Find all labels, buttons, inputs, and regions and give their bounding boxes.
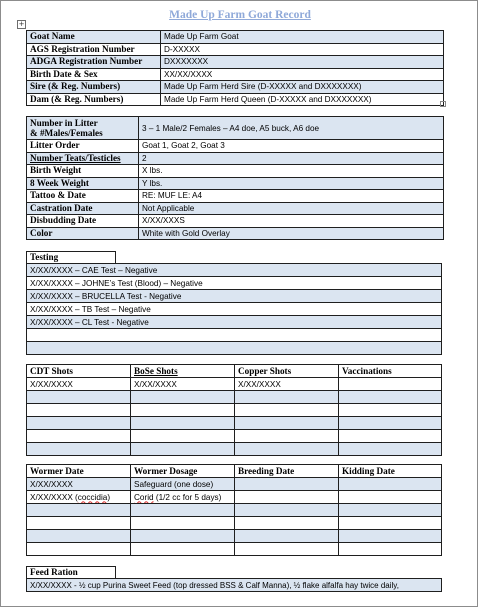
shots-cell[interactable] (235, 417, 339, 430)
shots-cell[interactable] (339, 391, 442, 404)
table-row (27, 93, 444, 106)
table-row (27, 227, 444, 240)
wormer-cell[interactable] (235, 530, 339, 543)
record-label: AGS Registration Number (27, 43, 161, 56)
wormer-header-date: Wormer Date (27, 465, 131, 478)
birth-label: Castration Date (27, 202, 139, 215)
kidding-header-date: Kidding Date (339, 465, 442, 478)
table-row (27, 443, 442, 456)
birth-label: Birth Weight (27, 165, 139, 178)
feed-table (26, 578, 442, 592)
table-row (27, 417, 442, 430)
shots-cell[interactable] (27, 391, 131, 404)
wormer-cell[interactable] (27, 491, 131, 504)
birth-value[interactable]: 2 (139, 152, 444, 165)
page-title: Made Up Farm Goat Record (169, 9, 311, 21)
table-row (27, 117, 444, 140)
record-label: Sire (& Reg. Numbers) (27, 81, 161, 94)
wormer-date-text: X/XX/XXXX ( (30, 492, 78, 502)
wormer-cell[interactable] (27, 530, 131, 543)
table-row (27, 56, 444, 69)
table-row (27, 277, 442, 290)
birth-value[interactable]: X lbs. (139, 165, 444, 178)
shots-cell[interactable] (27, 417, 131, 430)
shots-cell[interactable] (339, 443, 442, 456)
wormer-date-word: coccidia (77, 492, 108, 502)
table-row (27, 165, 444, 178)
table-row (27, 404, 442, 417)
shots-cell[interactable] (131, 404, 235, 417)
birth-label: Disbudding Date (27, 215, 139, 228)
wormer-cell[interactable] (235, 478, 339, 491)
table-row (27, 579, 442, 592)
shots-cell[interactable] (339, 430, 442, 443)
record-value[interactable]: XX/XX/XXXX (161, 68, 444, 81)
shots-cell[interactable] (27, 430, 131, 443)
record-label: Dam (& Reg. Numbers) (27, 93, 161, 106)
table-row (27, 391, 442, 404)
wormer-cell[interactable] (131, 504, 235, 517)
birth-label (27, 117, 139, 140)
testing-entry[interactable]: X/XX/XXXX – CAE Test – Negative (27, 264, 442, 277)
shots-table (26, 364, 442, 456)
wormer-cell[interactable] (235, 543, 339, 556)
birth-value[interactable]: X/XX/XXXS (139, 215, 444, 228)
shots-cell[interactable] (339, 378, 442, 391)
record-value[interactable]: Made Up Farm Herd Sire (D-XXXXX and DXXXXXXX) (161, 81, 444, 94)
birth-value[interactable]: RE: MUF LE: A4 (139, 190, 444, 203)
table-row (27, 215, 444, 228)
shots-cell[interactable]: X/XX/XXXX (27, 378, 131, 391)
feed-label: Feed Ration (26, 566, 116, 578)
birth-label-line1: Number in Litter (30, 117, 98, 128)
birth-label: Litter Order (27, 140, 139, 153)
record-value[interactable]: D-XXXXX (161, 43, 444, 56)
testing-entry[interactable]: X/XX/XXXX – JOHNE’s Test (Blood) – Negative (27, 277, 442, 290)
birth-value[interactable]: Not Applicable (139, 202, 444, 215)
birth-value[interactable]: 3 – 1 Male/2 Females – A4 doe, A5 buck, A6 doe (139, 117, 444, 140)
wormer-cell[interactable] (235, 517, 339, 530)
birth-value[interactable]: Y lbs. (139, 177, 444, 190)
shots-cell[interactable] (27, 404, 131, 417)
table-row (27, 491, 442, 504)
table-row (27, 329, 442, 342)
birth-label: Tattoo & Date (27, 190, 139, 203)
record-value[interactable]: Made Up Farm Herd Queen (D-XXXXX and DXXXXXXX) (161, 93, 444, 106)
testing-entry[interactable] (27, 329, 442, 342)
wormer-dose-rest: (1/2 cc for 5 days) (153, 492, 222, 502)
testing-label: Testing (26, 251, 116, 263)
table-row (27, 81, 444, 94)
table-row (27, 303, 442, 316)
table-move-handle-icon[interactable]: + (18, 20, 25, 28)
shots-cell[interactable] (235, 430, 339, 443)
wormer-header-dosage: Wormer Dosage (131, 465, 235, 478)
table-row (27, 342, 442, 355)
wormer-cell[interactable] (339, 530, 442, 543)
wormer-cell[interactable] (339, 543, 442, 556)
shots-cell[interactable] (339, 404, 442, 417)
birth-label: Number Teats/Testicles (27, 152, 139, 165)
table-row (27, 478, 442, 491)
feed-entry[interactable]: X/XX/XXXX - ½ cup Purina Sweet Feed (top dressed BSS & Calf Manna), ½ flake alfalfa hay twice daily, (27, 579, 442, 592)
birth-table (26, 116, 444, 240)
testing-entry[interactable]: X/XX/XXXX – TB Test – Negative (27, 303, 442, 316)
shots-cell[interactable] (131, 417, 235, 430)
table-row (27, 202, 444, 215)
table-row (27, 264, 442, 277)
wormer-cell[interactable] (339, 517, 442, 530)
table-row (27, 430, 442, 443)
testing-table (26, 263, 442, 355)
table-row (27, 190, 444, 203)
record-label: Birth Date & Sex (27, 68, 161, 81)
wormer-cell[interactable] (339, 491, 442, 504)
wormer-cell[interactable] (131, 491, 235, 504)
record-table (26, 30, 444, 106)
shots-cell[interactable] (235, 443, 339, 456)
table-row (27, 68, 444, 81)
shots-cell[interactable]: X/XX/XXXX (235, 378, 339, 391)
wormer-cell[interactable] (131, 517, 235, 530)
table-row (27, 316, 442, 329)
record-label: Goat Name (27, 31, 161, 44)
birth-label: 8 Week Weight (27, 177, 139, 190)
shots-cell[interactable] (131, 391, 235, 404)
shots-cell[interactable]: X/XX/XXXX (131, 378, 235, 391)
table-row (27, 177, 444, 190)
wormer-cell[interactable] (235, 491, 339, 504)
wormer-cell[interactable]: X/XX/XXXX (27, 478, 131, 491)
wormer-cell[interactable] (27, 543, 131, 556)
wormer-cell[interactable] (339, 504, 442, 517)
wormer-cell[interactable] (27, 504, 131, 517)
breeding-header-date: Breeding Date (235, 465, 339, 478)
wormer-cell[interactable] (27, 517, 131, 530)
table-row (27, 530, 442, 543)
table-row (27, 140, 444, 153)
table-row (27, 365, 442, 378)
shots-header-copper: Copper Shots (235, 365, 339, 378)
table-row (27, 504, 442, 517)
shots-header-vaccinations: Vaccinations (339, 365, 442, 378)
table-row (27, 290, 442, 303)
record-label: ADGA Registration Number (27, 56, 161, 69)
shots-cell[interactable] (235, 391, 339, 404)
testing-entry[interactable]: X/XX/XXXX – BRUCELLA Test - Negative (27, 290, 442, 303)
table-row (27, 31, 444, 44)
table-row (27, 43, 444, 56)
testing-entry[interactable]: X/XX/XXXX – CL Test - Negative (27, 316, 442, 329)
wormer-date-end: ) (107, 492, 111, 502)
testing-entry[interactable] (27, 342, 442, 355)
table-row (27, 465, 442, 478)
wormer-cell[interactable] (131, 530, 235, 543)
table-row (27, 543, 442, 556)
shots-cell[interactable] (27, 443, 131, 456)
birth-value[interactable]: White with Gold Overlay (139, 227, 444, 240)
table-row (27, 517, 442, 530)
birth-value[interactable]: Goat 1, Goat 2, Goat 3 (139, 140, 444, 153)
wormer-cell[interactable] (235, 504, 339, 517)
birth-label: Color (27, 227, 139, 240)
worming-table (26, 464, 442, 556)
table-row (27, 152, 444, 165)
shots-header-bose: BoSe Shots (131, 365, 235, 378)
table-resize-handle-icon[interactable] (440, 101, 446, 107)
record-value[interactable]: Made Up Farm Goat (161, 31, 444, 44)
shots-cell[interactable] (339, 417, 442, 430)
wormer-cell[interactable]: Safeguard (one dose) (131, 478, 235, 491)
wormer-cell[interactable] (339, 478, 442, 491)
wormer-cell[interactable] (131, 543, 235, 556)
birth-label-line2: & #Males/Females (30, 128, 103, 138)
table-row (27, 378, 442, 391)
shots-header-cdt: CDT Shots (27, 365, 131, 378)
record-value[interactable]: DXXXXXXX (161, 56, 444, 69)
shots-cell[interactable] (235, 404, 339, 417)
wormer-dose-word: Corid (134, 492, 154, 502)
shots-cell[interactable] (131, 443, 235, 456)
shots-cell[interactable] (131, 430, 235, 443)
